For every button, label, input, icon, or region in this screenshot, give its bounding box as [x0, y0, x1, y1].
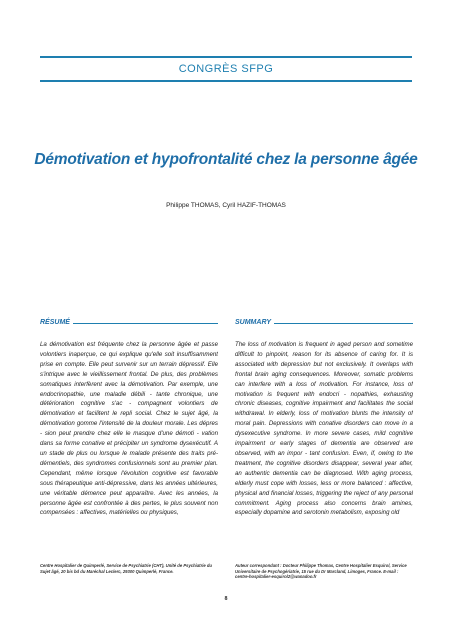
resume-heading: RÉSUMÉ [40, 319, 70, 326]
correspondence-footnote: Auteur correspondant : Docteur Philippe Thomas, Centre Hospitalier Esquirol, Service Universitaire de Psychogériatrie, 15 rue du Dr Marcland, Limoges, France. E-mail : centre-hospitalier-esquirol2@wanadoo.fr [235, 563, 407, 580]
summary-heading: SUMMARY [235, 319, 272, 326]
article-authors: Philippe THOMAS, Cyril HAZIF-THOMAS [166, 202, 286, 209]
resume-column [40, 316, 218, 556]
resume-text: La démotivation est fréquente chez la personne âgée et passe volontiers inaperçue, ce qui explique qu'elle soit insuffisamment prise en compte. Elle peut survenir sur un terrain dépressif. Elle s'intrique avec le vieillissement frontal. De plus, des problèmes somatiques interfèrent avec la démotivation. Par exemple, une endocrinopathie, une maladie débili - tante chronique, une détérioration cognitive s'ac - compagnent volontiers de démotivation et facilitent le repli social. Chez le sujet âgé, la démotivation gomme l'intensité de la douleur morale. Les dépres - sion peut prendre chez elle le masque d'une démoti - vation dans sa forme conative et précipiter un syndrome dysexécutif. A un stade de plus ou lorsque le malade présente des traits pré-démentiels, des syndromes confusionnels sont au premier plan. Cependant, même lorsque l'évolution cognitive est favorable sous thérapeutique anti-dépressive, dans les années ultérieures, une véritable démence peut apparaître. Avec les années, la personne âgée est confrontée à des pertes, le plus souvent non compensées : affectives, matérielles ou physiques, [40, 341, 218, 517]
article-title: Démotivation et hypofrontalité chez la personne âgée [34, 151, 418, 168]
summary-heading-row [235, 316, 413, 326]
page-number: 8 [224, 596, 228, 602]
summary-column [235, 316, 413, 556]
affiliation-footnote: Centre Hospitalier de Quimperlé, Service de Psychiatrie (CHT), Unité de Psychiatrie du Sujet âgé, 20 bis bd du Maréchal Leclerc, 29300 Quimperlé, France. [40, 563, 212, 574]
header-rule-bottom [40, 80, 412, 82]
section-label: CONGRÈS SFPG [178, 63, 274, 75]
resume-heading-rule [73, 323, 218, 324]
resume-heading-row [40, 316, 218, 326]
summary-heading-rule [274, 323, 413, 324]
summary-text: The loss of motivation is frequent in aged person and sometime difficult to pinpoint, reason for its absence of caring for. It is associated with depression but not exclusively. It overlaps with frontal brain aging consequences. Moreover, somatic problems can interfere with a loss of motivation. For instance, loss of motivation is frequent with endocri - nopathies, exhausting chronic diseases, cognitive impairment and facilitates the social withdrawal. In elderly, loss of motivation blunts the intensity of moral pain. Depressions with conative disorders can move in a dysexecutive syndrome. In more severe cases, mild cognitive impairment or early stages of dementia are observed are observed, with an impor - tant confusion. Even, if, owing to the treatment, the cognitive disorders disappear, several year after, an authentic dementia can be diagnosed. With aging process, elderly must cope with losses, less or more balanced : affective, physical and financial losses, triggering the reject of any personal commitment. Aging process also concerns brain amines, especially dopamine and serotonin metabolism, exposing old [235, 341, 413, 517]
header-rule-top [40, 56, 412, 58]
